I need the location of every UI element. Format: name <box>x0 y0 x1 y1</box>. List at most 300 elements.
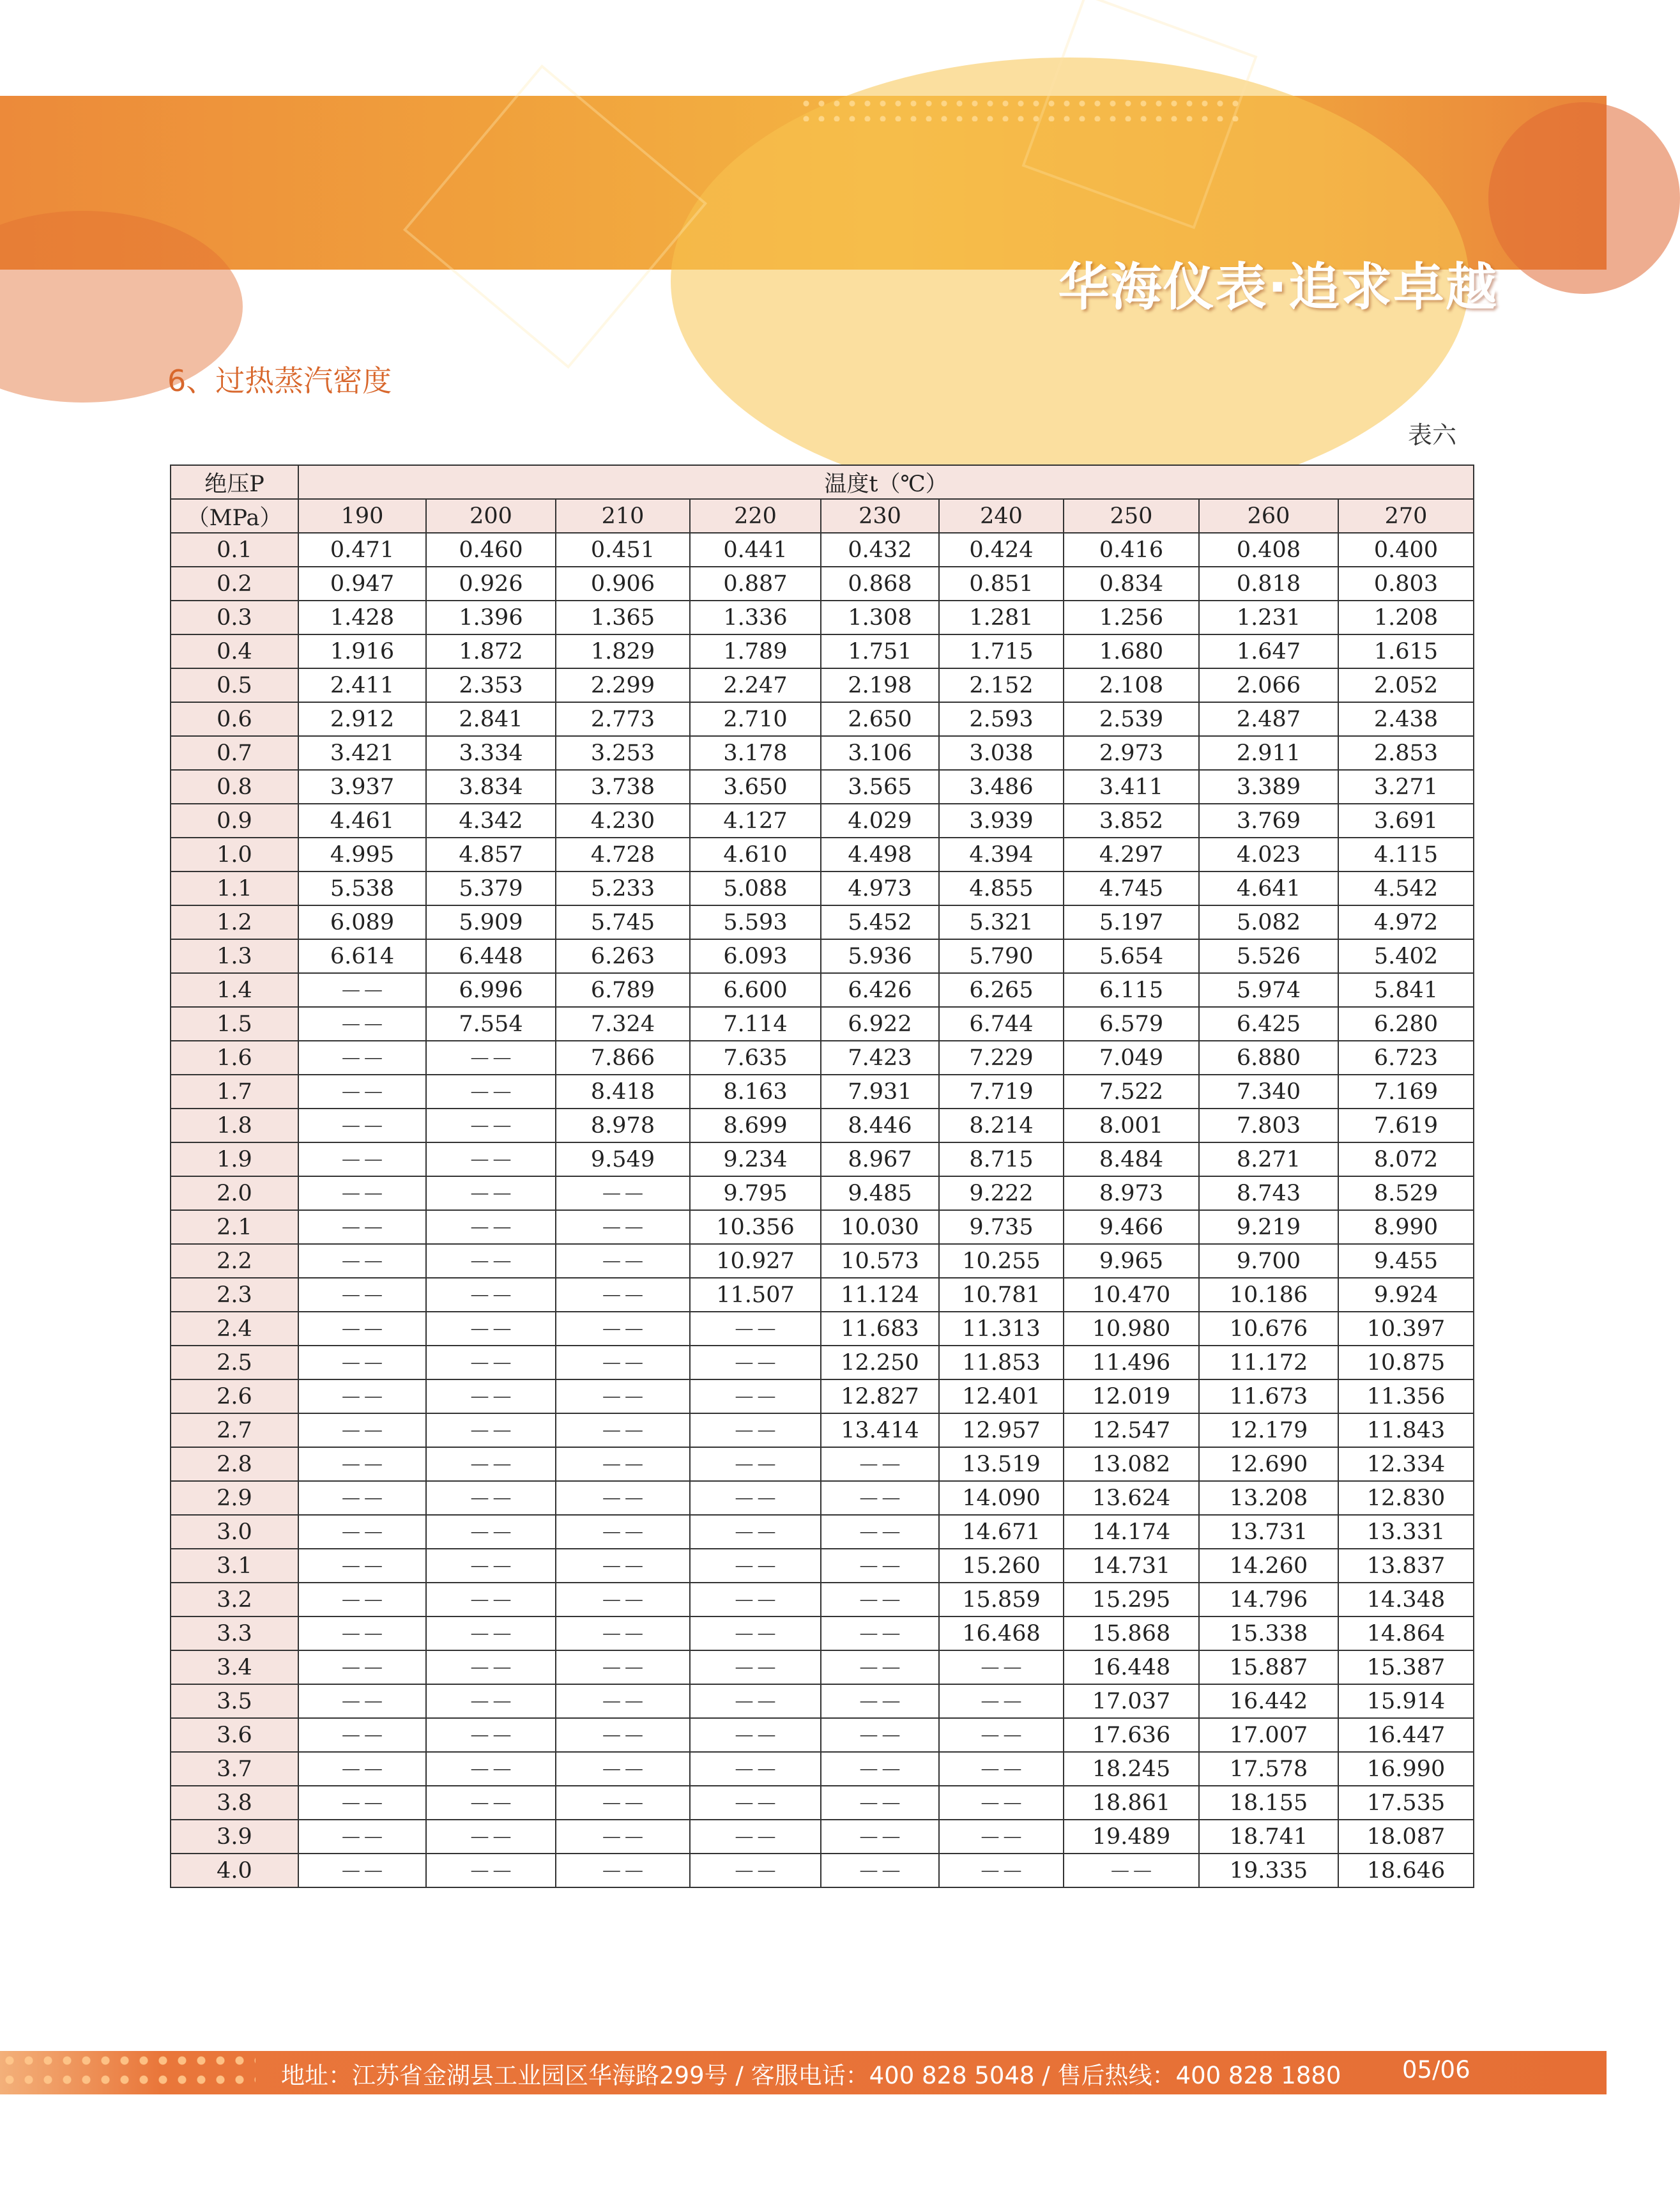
density-cell: －－ <box>426 1549 556 1583</box>
density-cell: －－ <box>556 1684 690 1718</box>
density-cell: －－ <box>426 1447 556 1481</box>
density-cell: 11.507 <box>690 1278 821 1312</box>
density-cell: 8.001 <box>1064 1109 1199 1142</box>
density-cell: 11.124 <box>821 1278 939 1312</box>
pressure-cell: 3.7 <box>171 1752 298 1786</box>
density-cell: －－ <box>556 1854 690 1887</box>
density-cell: 4.542 <box>1338 871 1474 905</box>
density-cell: －－ <box>298 1346 426 1379</box>
density-cell: 2.198 <box>821 668 939 702</box>
density-cell: 14.260 <box>1199 1549 1338 1583</box>
density-cell: －－ <box>298 1210 426 1244</box>
table-row <box>171 1278 1474 1312</box>
density-cell: －－ <box>298 1075 426 1109</box>
density-cell: 2.773 <box>556 702 690 736</box>
density-cell: 15.914 <box>1338 1684 1474 1718</box>
temperature-column-header: 260 <box>1199 499 1338 533</box>
density-cell: －－ <box>939 1820 1064 1854</box>
table-row <box>171 1109 1474 1142</box>
density-cell: 4.855 <box>939 871 1064 905</box>
pressure-cell: 3.2 <box>171 1583 298 1616</box>
density-cell: －－ <box>298 1413 426 1447</box>
density-cell: －－ <box>939 1650 1064 1684</box>
temperature-column-header: 250 <box>1064 499 1199 533</box>
density-cell: 11.673 <box>1199 1379 1338 1413</box>
density-cell: 13.624 <box>1064 1481 1199 1515</box>
density-cell: 6.922 <box>821 1007 939 1041</box>
density-cell: －－ <box>556 1244 690 1278</box>
pressure-header-label: 绝压P <box>204 471 264 497</box>
pressure-cell: 3.4 <box>171 1650 298 1684</box>
density-cell: 1.231 <box>1199 601 1338 634</box>
table-row <box>171 567 1474 601</box>
density-cell: －－ <box>426 1650 556 1684</box>
density-cell: 6.093 <box>690 939 821 973</box>
density-cell: －－ <box>690 1583 821 1616</box>
pressure-cell: 0.4 <box>171 634 298 668</box>
pressure-cell: 0.7 <box>171 736 298 770</box>
density-cell: 4.745 <box>1064 871 1199 905</box>
density-cell: 16.447 <box>1338 1718 1474 1752</box>
density-cell: －－ <box>298 1854 426 1887</box>
pressure-cell: 1.2 <box>171 905 298 939</box>
density-cell: 10.255 <box>939 1244 1064 1278</box>
table-row <box>171 1854 1474 1887</box>
density-cell: 3.939 <box>939 804 1064 838</box>
density-cell: 3.178 <box>690 736 821 770</box>
pressure-header <box>171 465 298 499</box>
pressure-cell: 1.8 <box>171 1109 298 1142</box>
density-cell: 8.967 <box>821 1142 939 1176</box>
density-cell: 18.155 <box>1199 1786 1338 1820</box>
density-cell: 8.214 <box>939 1109 1064 1142</box>
density-cell: 13.414 <box>821 1413 939 1447</box>
density-cell: 5.452 <box>821 905 939 939</box>
density-cell: －－ <box>556 1176 690 1210</box>
pressure-cell: 0.3 <box>171 601 298 634</box>
pressure-cell: 2.7 <box>171 1413 298 1447</box>
table-row <box>171 1549 1474 1583</box>
density-cell: 9.485 <box>821 1176 939 1210</box>
density-cell: 10.470 <box>1064 1278 1199 1312</box>
density-cell: 0.887 <box>690 567 821 601</box>
density-cell: 8.699 <box>690 1109 821 1142</box>
density-cell: －－ <box>556 1210 690 1244</box>
density-cell: 11.356 <box>1338 1379 1474 1413</box>
density-cell: 3.411 <box>1064 770 1199 804</box>
density-cell: 16.468 <box>939 1616 1064 1650</box>
pressure-cell: 3.1 <box>171 1549 298 1583</box>
density-cell: －－ <box>939 1718 1064 1752</box>
table-row <box>171 1481 1474 1515</box>
density-cell: 5.233 <box>556 871 690 905</box>
density-cell: －－ <box>556 1515 690 1549</box>
density-cell: 14.348 <box>1338 1583 1474 1616</box>
density-cell: 5.321 <box>939 905 1064 939</box>
section-title: 6、过热蒸汽密度 <box>167 364 392 398</box>
density-cell: 3.038 <box>939 736 1064 770</box>
density-cell: 8.990 <box>1338 1210 1474 1244</box>
density-cell: －－ <box>298 1786 426 1820</box>
density-cell: －－ <box>426 1413 556 1447</box>
table-row <box>171 1041 1474 1075</box>
density-cell: 3.834 <box>426 770 556 804</box>
pressure-cell: 2.6 <box>171 1379 298 1413</box>
density-cell: －－ <box>426 1278 556 1312</box>
density-cell: 16.990 <box>1338 1752 1474 1786</box>
pressure-cell: 0.9 <box>171 804 298 838</box>
density-cell: 4.972 <box>1338 905 1474 939</box>
density-cell: －－ <box>821 1650 939 1684</box>
density-cell: 3.937 <box>298 770 426 804</box>
density-cell: 5.197 <box>1064 905 1199 939</box>
density-cell: 6.880 <box>1199 1041 1338 1075</box>
density-cell: －－ <box>426 1684 556 1718</box>
table-row <box>171 1346 1474 1379</box>
density-cell: 5.593 <box>690 905 821 939</box>
table-row <box>171 1379 1474 1413</box>
table-label: 表六 <box>1407 421 1456 449</box>
density-cell: －－ <box>298 1142 426 1176</box>
density-cell: －－ <box>556 1346 690 1379</box>
density-cell: 9.965 <box>1064 1244 1199 1278</box>
density-cell: －－ <box>298 1752 426 1786</box>
density-cell: －－ <box>821 1820 939 1854</box>
pressure-cell: 1.5 <box>171 1007 298 1041</box>
density-cell: －－ <box>556 1786 690 1820</box>
density-cell: 3.421 <box>298 736 426 770</box>
density-cell: 4.461 <box>298 804 426 838</box>
density-cell: 1.615 <box>1338 634 1474 668</box>
pressure-cell: 2.5 <box>171 1346 298 1379</box>
density-cell: 1.789 <box>690 634 821 668</box>
density-cell: 10.781 <box>939 1278 1064 1312</box>
pressure-cell: 1.0 <box>171 838 298 871</box>
density-cell: 0.471 <box>298 533 426 567</box>
density-cell: 1.208 <box>1338 601 1474 634</box>
density-cell: 6.425 <box>1199 1007 1338 1041</box>
density-cell: 7.619 <box>1338 1109 1474 1142</box>
density-cell: 14.090 <box>939 1481 1064 1515</box>
density-cell: 15.260 <box>939 1549 1064 1583</box>
density-cell: 9.455 <box>1338 1244 1474 1278</box>
density-cell: 1.428 <box>298 601 426 634</box>
density-cell: 7.324 <box>556 1007 690 1041</box>
density-cell: －－ <box>690 1786 821 1820</box>
density-cell: －－ <box>556 1379 690 1413</box>
page-number: 05/06 <box>1402 2056 1470 2084</box>
density-cell: 0.441 <box>690 533 821 567</box>
density-cell: 14.731 <box>1064 1549 1199 1583</box>
density-cell: －－ <box>821 1718 939 1752</box>
table-row <box>171 973 1474 1007</box>
density-cell: 6.089 <box>298 905 426 939</box>
density-cell: －－ <box>298 1583 426 1616</box>
table-row <box>171 939 1474 973</box>
density-cell: 1.308 <box>821 601 939 634</box>
density-cell: 6.789 <box>556 973 690 1007</box>
density-cell: 8.715 <box>939 1142 1064 1176</box>
density-cell: 3.738 <box>556 770 690 804</box>
density-cell: 0.460 <box>426 533 556 567</box>
density-cell: 6.263 <box>556 939 690 973</box>
density-cell: －－ <box>556 1447 690 1481</box>
density-cell: －－ <box>298 1379 426 1413</box>
temperature-column-header: 210 <box>556 499 690 533</box>
brand-slogan: 华海仪表·追求卓越 <box>1058 257 1498 317</box>
density-cell: 5.526 <box>1199 939 1338 973</box>
density-cell: 5.909 <box>426 905 556 939</box>
density-cell: 15.338 <box>1199 1616 1338 1650</box>
density-cell: 2.650 <box>821 702 939 736</box>
density-cell: 8.743 <box>1199 1176 1338 1210</box>
density-cell: 4.995 <box>298 838 426 871</box>
density-cell: 12.690 <box>1199 1447 1338 1481</box>
pressure-cell: 2.9 <box>171 1481 298 1515</box>
density-cell: 2.299 <box>556 668 690 702</box>
density-cell: －－ <box>821 1583 939 1616</box>
density-cell: 9.700 <box>1199 1244 1338 1278</box>
pressure-cell: 1.9 <box>171 1142 298 1176</box>
density-cell: 15.295 <box>1064 1583 1199 1616</box>
density-cell: 0.868 <box>821 567 939 601</box>
banner-decor-circle <box>1488 102 1680 294</box>
temperature-column-header: 190 <box>298 499 426 533</box>
density-cell: －－ <box>556 1718 690 1752</box>
pressure-cell: 3.5 <box>171 1684 298 1718</box>
density-cell: 2.487 <box>1199 702 1338 736</box>
temperature-header: 温度t（℃） <box>298 465 1474 499</box>
density-cell: －－ <box>298 1041 426 1075</box>
density-cell: －－ <box>556 1278 690 1312</box>
density-cell: －－ <box>298 1549 426 1583</box>
density-cell: 4.641 <box>1199 871 1338 905</box>
density-cell: －－ <box>298 1650 426 1684</box>
density-cell: 12.179 <box>1199 1413 1338 1447</box>
density-cell: 3.106 <box>821 736 939 770</box>
density-cell: 17.535 <box>1338 1786 1474 1820</box>
density-cell: 10.980 <box>1064 1312 1199 1346</box>
density-cell: －－ <box>426 1142 556 1176</box>
density-cell: 17.037 <box>1064 1684 1199 1718</box>
density-cell: 6.614 <box>298 939 426 973</box>
banner-decor-shape <box>403 65 707 369</box>
density-cell: －－ <box>556 1820 690 1854</box>
density-cell: 6.426 <box>821 973 939 1007</box>
density-cell: 5.745 <box>556 905 690 939</box>
density-cell: 9.924 <box>1338 1278 1474 1312</box>
density-cell: 7.719 <box>939 1075 1064 1109</box>
density-cell: 10.397 <box>1338 1312 1474 1346</box>
table-row <box>171 1447 1474 1481</box>
density-cell: －－ <box>690 1481 821 1515</box>
density-cell: 13.082 <box>1064 1447 1199 1481</box>
density-cell: －－ <box>298 1278 426 1312</box>
density-cell: 7.635 <box>690 1041 821 1075</box>
density-cell: 1.365 <box>556 601 690 634</box>
density-cell: －－ <box>298 973 426 1007</box>
density-cell: －－ <box>426 1854 556 1887</box>
pressure-cell: 0.8 <box>171 770 298 804</box>
density-cell: 8.484 <box>1064 1142 1199 1176</box>
density-cell: 0.400 <box>1338 533 1474 567</box>
density-cell: －－ <box>426 1786 556 1820</box>
density-cell: 1.647 <box>1199 634 1338 668</box>
density-cell: 4.230 <box>556 804 690 838</box>
density-cell: 17.636 <box>1064 1718 1199 1752</box>
density-cell: －－ <box>556 1752 690 1786</box>
density-cell: －－ <box>821 1786 939 1820</box>
density-cell: 13.331 <box>1338 1515 1474 1549</box>
density-cell: －－ <box>426 1752 556 1786</box>
table-row <box>171 1007 1474 1041</box>
density-cell: 2.247 <box>690 668 821 702</box>
table-row <box>171 1752 1474 1786</box>
temperature-column-header: 230 <box>821 499 939 533</box>
density-cell: －－ <box>1064 1854 1199 1887</box>
density-cell: 2.911 <box>1199 736 1338 770</box>
density-cell: 3.565 <box>821 770 939 804</box>
density-cell: －－ <box>939 1752 1064 1786</box>
density-cell: 3.486 <box>939 770 1064 804</box>
density-cell: 6.744 <box>939 1007 1064 1041</box>
density-cell: －－ <box>298 1481 426 1515</box>
density-cell: 9.222 <box>939 1176 1064 1210</box>
density-cell: 10.875 <box>1338 1346 1474 1379</box>
density-cell: 4.115 <box>1338 838 1474 871</box>
table-row <box>171 905 1474 939</box>
density-cell: －－ <box>426 1583 556 1616</box>
density-cell: 2.539 <box>1064 702 1199 736</box>
density-cell: 2.438 <box>1338 702 1474 736</box>
density-cell: －－ <box>426 1616 556 1650</box>
table-row <box>171 1176 1474 1210</box>
density-cell: 18.646 <box>1338 1854 1474 1887</box>
density-cell: 13.731 <box>1199 1515 1338 1549</box>
table-row <box>171 736 1474 770</box>
density-cell: －－ <box>690 1752 821 1786</box>
pressure-cell: 1.1 <box>171 871 298 905</box>
header-banner <box>0 96 1607 317</box>
table-row <box>171 1142 1474 1176</box>
density-cell: 5.841 <box>1338 973 1474 1007</box>
density-cell: 4.857 <box>426 838 556 871</box>
density-cell: －－ <box>556 1549 690 1583</box>
density-cell: 2.411 <box>298 668 426 702</box>
density-cell: 11.683 <box>821 1312 939 1346</box>
density-cell: 14.671 <box>939 1515 1064 1549</box>
table-row <box>171 1616 1474 1650</box>
density-cell: －－ <box>426 1820 556 1854</box>
density-cell: 8.072 <box>1338 1142 1474 1176</box>
density-cell: －－ <box>426 1075 556 1109</box>
density-cell: 4.728 <box>556 838 690 871</box>
table-row <box>171 838 1474 871</box>
density-cell: 11.172 <box>1199 1346 1338 1379</box>
density-cell: －－ <box>426 1244 556 1278</box>
density-cell: 5.974 <box>1199 973 1338 1007</box>
temperature-column-header: 200 <box>426 499 556 533</box>
density-cell: 13.837 <box>1338 1549 1474 1583</box>
density-cell: 7.114 <box>690 1007 821 1041</box>
density-cell: －－ <box>556 1413 690 1447</box>
density-cell: －－ <box>426 1312 556 1346</box>
density-cell: 11.313 <box>939 1312 1064 1346</box>
density-cell: 5.538 <box>298 871 426 905</box>
density-cell: 9.795 <box>690 1176 821 1210</box>
density-cell: 0.906 <box>556 567 690 601</box>
density-cell: －－ <box>939 1684 1064 1718</box>
density-cell: 1.281 <box>939 601 1064 634</box>
density-cell: －－ <box>821 1684 939 1718</box>
density-cell: 1.829 <box>556 634 690 668</box>
density-cell: 13.519 <box>939 1447 1064 1481</box>
pressure-cell: 1.4 <box>171 973 298 1007</box>
density-cell: 0.408 <box>1199 533 1338 567</box>
table-row <box>171 1684 1474 1718</box>
density-cell: 7.522 <box>1064 1075 1199 1109</box>
density-cell: －－ <box>690 1515 821 1549</box>
density-cell: 17.007 <box>1199 1718 1338 1752</box>
density-cell: 12.019 <box>1064 1379 1199 1413</box>
pressure-cell: 0.5 <box>171 668 298 702</box>
density-cell: －－ <box>690 1346 821 1379</box>
density-cell: 4.973 <box>821 871 939 905</box>
density-cell: －－ <box>426 1379 556 1413</box>
table-row <box>171 601 1474 634</box>
table-row <box>171 871 1474 905</box>
density-cell: 11.496 <box>1064 1346 1199 1379</box>
density-cell: 2.052 <box>1338 668 1474 702</box>
density-cell: 1.396 <box>426 601 556 634</box>
density-cell: 14.174 <box>1064 1515 1199 1549</box>
density-cell: －－ <box>690 1379 821 1413</box>
density-cell: 7.049 <box>1064 1041 1199 1075</box>
density-cell: －－ <box>690 1549 821 1583</box>
density-cell: 8.973 <box>1064 1176 1199 1210</box>
density-cell: －－ <box>298 1447 426 1481</box>
density-cell: －－ <box>298 1684 426 1718</box>
density-cell: 7.169 <box>1338 1075 1474 1109</box>
density-cell: 4.127 <box>690 804 821 838</box>
density-cell: －－ <box>426 1481 556 1515</box>
density-cell: 3.852 <box>1064 804 1199 838</box>
density-cell: 7.554 <box>426 1007 556 1041</box>
pressure-cell: 2.8 <box>171 1447 298 1481</box>
density-cell: 6.579 <box>1064 1007 1199 1041</box>
density-cell: 7.340 <box>1199 1075 1338 1109</box>
pressure-cell: 3.0 <box>171 1515 298 1549</box>
density-cell: 4.394 <box>939 838 1064 871</box>
density-cell: －－ <box>690 1312 821 1346</box>
temperature-column-header: 240 <box>939 499 1064 533</box>
density-cell: 10.186 <box>1199 1278 1338 1312</box>
density-cell: 8.978 <box>556 1109 690 1142</box>
pressure-cell: 3.8 <box>171 1786 298 1820</box>
density-cell: 9.549 <box>556 1142 690 1176</box>
density-cell: 12.827 <box>821 1379 939 1413</box>
density-cell: 19.489 <box>1064 1820 1199 1854</box>
density-cell: 4.342 <box>426 804 556 838</box>
density-cell: －－ <box>690 1616 821 1650</box>
density-cell: 0.947 <box>298 567 426 601</box>
density-cell: 5.379 <box>426 871 556 905</box>
density-cell: 9.735 <box>939 1210 1064 1244</box>
density-cell: －－ <box>298 1616 426 1650</box>
density-cell: 2.593 <box>939 702 1064 736</box>
density-cell: 6.600 <box>690 973 821 1007</box>
pressure-cell: 1.6 <box>171 1041 298 1075</box>
